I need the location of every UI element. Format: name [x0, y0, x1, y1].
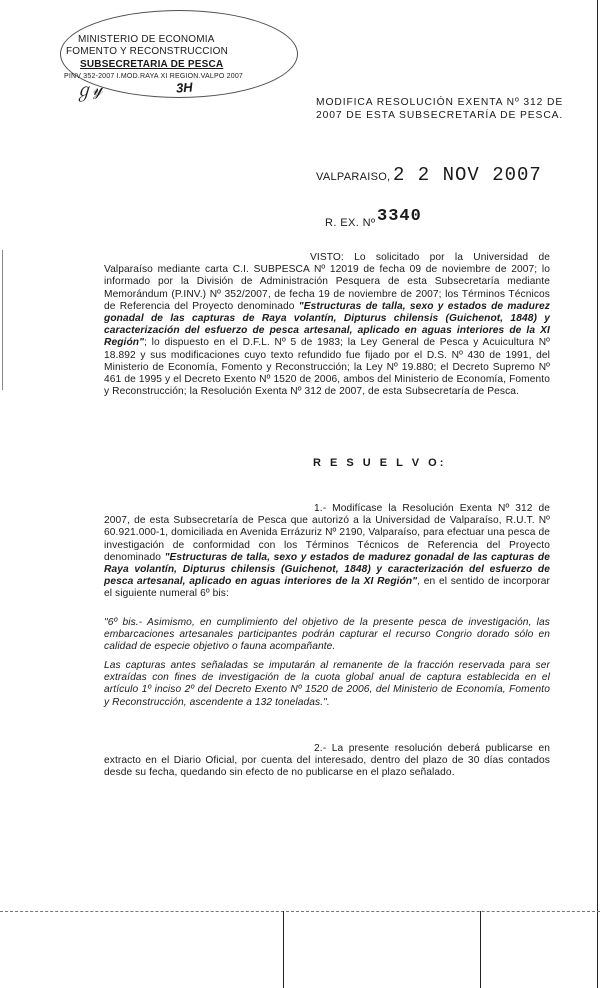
scan-fold-line [0, 911, 600, 912]
resolution-number: 3340 [377, 207, 422, 226]
stamp-subsecretaria-line: SUBSECRETARIA DE PESCA [80, 59, 224, 70]
date-stamp: 2 2 NOV 2007 [393, 164, 542, 186]
stamp-fomento-line: FOMENTO Y RECONSTRUCCION [66, 46, 229, 57]
scan-left-mark [2, 250, 3, 390]
article-1-lead: 1.- Modifícase la Resolución Exenta Nº 312 de 2007, de esta Subsecretaría de Pesca que autorizó a la Universidad de Valparaíso, R.U.T. Nº 60.921.000-1, domiciliada en Avenida Errázuriz Nº 2190, Valparaíso, para efectuar una pesca de investigación de conformidad con los Términos Técnicos de Referencia del Proyecto denominado [104, 503, 550, 563]
project-title: "Estructuras de talla, sexo y estados de madurez gonadal de las capturas de Raya volantín, Dipturus chilensis (Guichenot, 1848) y caracterización del esfuerzo de pesca artesanal, aplicado en aguas interiores de la XI Región" [104, 300, 550, 349]
stamp-reference-line: PINV 352-2007 I.MOD.RAYA XI REGION.VALPO 2007 [64, 73, 244, 80]
handwritten-number: 3H [175, 79, 194, 96]
scan-edge-line [597, 0, 598, 988]
resuelvo-heading: R E S U E L V O: [313, 457, 447, 469]
scan-bottom-divider-2 [480, 911, 481, 988]
resolution-heading: MODIFICA RESOLUCIÓN EXENTA Nº 312 DE 2007 DE ESTA SUBSECRETARÍA DE PESCA. [316, 97, 564, 121]
article-2: 2.- La presente resolución deberá publicarse en extracto en el Diario Oficial, por cuenta del interesado, dentro del plazo de 30 días contados desde su fecha, quedando sin efecto de no publicarse en el plazo señalado. [104, 743, 550, 779]
handwritten-initials: ℊ𝓎 [72, 78, 105, 103]
resolution-number-label: R. EX. Nº [325, 217, 376, 229]
place-label: VALPARAISO, [316, 171, 391, 183]
ministry-stamp [60, 10, 300, 102]
visto-tail: ; lo dispuesto en el D.F.L. Nº 5 de 1983; la Ley General de Pesca y Acuicultura Nº 18.892 y sus modificaciones cuyo texto refundido fue fijado por el D.S. Nº 430 de 1991, del Ministerio de Economía, Fomento y Reconstrucción; la Ley Nº 19.880; el Decreto Supremo Nº 461 de 1995 y el Decreto Exento Nº 1520 de 2006, ambos del Ministerio de Economía, Fomento y Reconstrucción; la Resolución Exenta Nº 312 de 2007, de esta Subsecretaría de Pesca. [104, 337, 550, 398]
article-1-project-title: "Estructuras de talla, sexo y estados de madurez gonadal de las capturas de Raya volantín, Dipturus chilensis (Guichenot, 1848) y caracterización del esfuerzo de pesca artesanal, aplicado en aguas interiores de la XI Región" [104, 551, 550, 588]
visto-lead: VISTO: Lo solicitado por la Universidad de Valparaíso mediante carta C.I. SUBPESCA Nº 12019 de fecha 09 de noviembre de 2007; lo informado por la División de Administración Pesquera de esta Subsecretaría mediante Memorándum (P.INV.) Nº 352/2007, de fecha 19 de noviembre de 2007; los Términos Técnicos de Referencia del Proyecto denominado [104, 252, 550, 312]
visto-paragraph [104, 252, 550, 398]
numeral-6-bis-quote: "6º bis.- Asimismo, en cumplimiento del objetivo de la presente pesca de investigación, las embarcaciones artesanales participantes podrán capturar el recurso Congrio dorado sólo en calidad de especie objetivo o fauna acompañante. [104, 617, 550, 653]
scan-bottom-divider-1 [283, 911, 284, 988]
article-1 [104, 503, 550, 601]
stamp-ministry-line: MINISTERIO DE ECONOMIA [78, 34, 215, 45]
article-1-tail: , en el sentido de incorporar el siguiente numeral 6º bis: [104, 576, 550, 600]
capturas-quote: Las capturas antes señaladas se imputarán al remanente de la fracción reservada para ser extraídas con fines de investigación de la cuota global anual de captura establecida en el artículo 1º inciso 2º del Decreto Exento Nº 1520 de 2006, del Ministerio de Economía, Fomento y Reconstrucción, ascendente a 132 toneladas.". [104, 660, 550, 708]
